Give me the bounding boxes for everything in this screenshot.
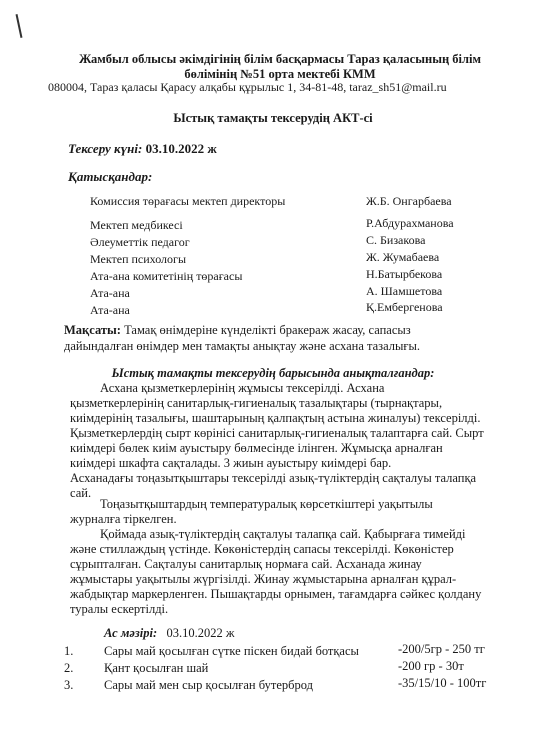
findings-line: Қоймада азық-түліктердің сақталуы талапқа сай. Қабырғаға тимейді bbox=[100, 527, 466, 541]
findings-line: сұрыпталған. Сақталуы санитарлық нормаға сай. Асханада жинау bbox=[70, 557, 422, 571]
purpose-text: Тамақ өнімдеріне күнделікті бракераж жасау, сапасыз bbox=[120, 323, 411, 337]
findings-line: Тоңазытқыштардың температуралық көрсеткіштері уақытылы bbox=[100, 497, 433, 511]
findings-line: киімдерінің тазалығы, шаштарының қалпақтың астына жиналуы) тексерілді. bbox=[70, 411, 481, 425]
purpose-text: дайындалған өнімдер мен тамақты анықтау және асхана тазалығы. bbox=[64, 339, 421, 353]
findings-paragraph bbox=[70, 381, 502, 501]
menu-title bbox=[104, 626, 235, 641]
participant-role: Ата-ана комитетінің төрағасы bbox=[90, 269, 243, 283]
menu-item-amount: -200 гр - 30т bbox=[398, 659, 464, 673]
findings-paragraph bbox=[70, 527, 502, 617]
participant-role: Комиссия төрағасы мектеп директоры bbox=[90, 194, 286, 208]
findings-line: қызметкерлерінің санитарлық-гигиеналық тазалықтары (тырнақтары, bbox=[70, 396, 443, 410]
org-line-2: бөлімінің №51 орта мектебі КММ bbox=[184, 67, 376, 81]
menu-item-number: 1. bbox=[64, 644, 74, 658]
participant-role: Мектеп медбикесі bbox=[90, 218, 183, 232]
inspection-date-label: Тексеру күні: bbox=[68, 141, 143, 156]
participants-title: Қатысқандар: bbox=[68, 169, 153, 184]
menu-date: 03.10.2022 ж bbox=[166, 626, 235, 640]
menu-label: Ас мәзірі: bbox=[104, 626, 158, 640]
participant-name: С. Бизакова bbox=[366, 233, 426, 247]
document-title: Ыстық тамақты тексерудің АКТ-сі bbox=[173, 111, 373, 125]
inspection-date bbox=[68, 141, 217, 157]
menu-item-text: Сары май қосылған сүтке піскен бидай ботқасы bbox=[104, 644, 359, 658]
participant-role: Ата-ана bbox=[90, 303, 130, 317]
findings-line: Асханадағы тоңазытқыштары тексерілді азық-түліктердің сақталуы талапқа bbox=[70, 471, 477, 485]
findings-line: киімдері бөлек киім ауыстыру бөлмесінде ілінген. Жұмысқа арналған bbox=[70, 441, 443, 455]
participant-name: Р.Абдурахманова bbox=[366, 216, 454, 230]
participant-name: Ж.Б. Онгарбаева bbox=[366, 194, 452, 208]
menu-item-text: Қант қосылған шай bbox=[104, 661, 209, 675]
participant-name: Ж. Жумабаева bbox=[366, 250, 440, 264]
findings-line: Қызметкерлердің сырт көрінісі санитарлық-гигиеналық талаптарға сай. Сырт bbox=[70, 426, 484, 440]
findings-line: жабдықтар маркерленген. Пышақтарды орнымен, тағамдарға сәйкес қолдану bbox=[70, 587, 482, 601]
menu-item-number: 2. bbox=[64, 661, 74, 675]
purpose-label: Мақсаты: bbox=[64, 323, 121, 337]
findings-line: киімдері шкафта сақталады. 3 жиын ауыстыру киімдері бар. bbox=[70, 456, 392, 470]
findings-title: Ыстық тамақты тексерудің барысында анықталғандар: bbox=[111, 366, 435, 380]
menu-item-amount: -200/5гр - 250 тг bbox=[398, 642, 485, 656]
findings-paragraph bbox=[70, 497, 502, 527]
findings-line: туралы ескертілді. bbox=[70, 602, 169, 616]
pen-mark bbox=[16, 14, 23, 38]
findings-line: сай. bbox=[70, 486, 92, 500]
organization-header bbox=[60, 52, 500, 82]
participant-role: Ата-ана bbox=[90, 286, 130, 300]
menu-item-text: Сары май мен сыр қосылған бутерброд bbox=[104, 678, 314, 692]
findings-line: және стиллаждың үстінде. Көкөністердің сапасы тексерілді. Көкөністер bbox=[70, 542, 454, 556]
purpose-section bbox=[64, 322, 504, 354]
menu-item-number: 3. bbox=[64, 678, 74, 692]
findings-line: Асхана қызметкерлерінің жұмысы тексерілді. Асхана bbox=[100, 381, 385, 395]
participant-role: Әлеуметтік педагог bbox=[90, 235, 190, 249]
menu-item-amount: -35/15/10 - 100тг bbox=[398, 676, 487, 690]
participant-name: Қ.Ембергенова bbox=[366, 300, 443, 314]
participant-name: Н.Батырбекова bbox=[366, 267, 443, 281]
inspection-date-value: 03.10.2022 ж bbox=[145, 141, 217, 156]
findings-line: журналға тіркелген. bbox=[70, 512, 177, 526]
participant-name: А. Шамшетова bbox=[366, 284, 443, 298]
address-line: 080004, Тараз қаласы Қарасу алқабы құрылыс 1, 34-81-48, taraz_sh51@mail.ru bbox=[48, 80, 447, 94]
findings-line: жұмыстары уақытылы жүргізілді. Жинау жұмыстарына арналған құрал- bbox=[70, 572, 457, 586]
participant-role: Мектеп психологы bbox=[90, 252, 187, 266]
org-line-1: Жамбыл облысы әкімдігінің білім басқармасы Тараз қаласының білім bbox=[78, 52, 482, 66]
